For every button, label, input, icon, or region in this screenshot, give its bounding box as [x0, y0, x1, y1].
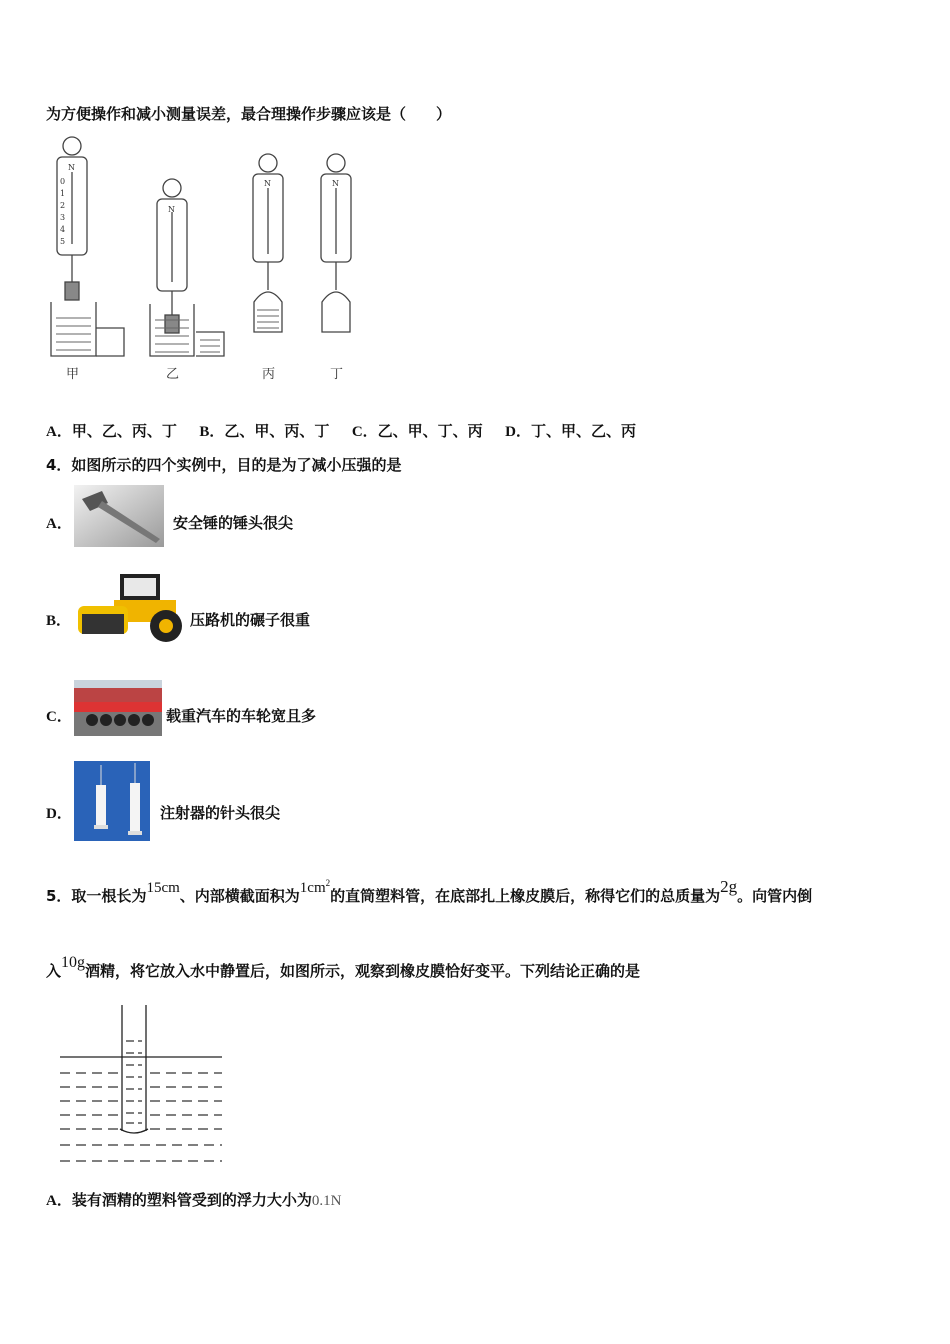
q4-option-b-text: 压路机的碾子很重 [190, 611, 311, 629]
q5-option-a [46, 1189, 341, 1210]
scale-unit-jia: N [68, 163, 75, 172]
label-yi: 乙 [166, 367, 180, 382]
spring-scale-jia [51, 137, 124, 356]
q4-stem: 4．如图所示的四个实例中，目的是为了减小压强的是 [46, 456, 402, 474]
scale-unit-yi: N [168, 205, 175, 214]
scale-mark: 0 [60, 177, 66, 186]
scale-unit-ding: N [332, 179, 339, 188]
q3-option-a-text: 甲、乙、丙、丁 [71, 422, 177, 440]
q5-line-2 [46, 954, 641, 981]
q5-text-line2-a: 入 [46, 962, 62, 980]
q5-option-a-text: 装有酒精的塑料管受到的浮力大小为 [71, 1191, 312, 1209]
q4-option-a-text: 安全锤的锤头很尖 [173, 514, 294, 532]
safety-hammer-image [74, 485, 164, 547]
q5-line-1 [46, 877, 813, 906]
q3-option-d-text: 丁、甲、乙、丙 [531, 422, 637, 440]
q3-option-d-letter: D． [505, 424, 531, 440]
q5-length-value: 15cm [146, 880, 180, 896]
q4-option-a-letter: A． [46, 516, 72, 532]
q5-option-a-value: 0.1N [311, 1193, 342, 1209]
q3-option-c-text: 乙、甲、丁、丙 [377, 422, 483, 440]
scale-mark: 2 [60, 201, 66, 210]
tube-in-water-figure [58, 1003, 224, 1167]
spring-scale-figure [46, 132, 366, 390]
scale-mark: 1 [60, 189, 66, 198]
spring-scale-yi [150, 179, 224, 356]
q4-option-d-letter: D． [46, 806, 72, 822]
q3-option-b-text: 乙、甲、丙、丁 [224, 422, 330, 440]
q3-option-c-letter: C． [351, 424, 378, 440]
q5-area-value: $1cm^2$ [299, 878, 331, 896]
q4-option-d-text: 注射器的针头很尖 [160, 804, 281, 822]
q5-text-line2-b: 酒精，将它放入水中静置后，如图所示，观察到橡皮膜恰好变平。下列结论正确的是 [85, 962, 641, 980]
q5-text-part3: 的直筒塑料管，在底部扎上橡皮膜后，称得它们的总质量为 [330, 887, 721, 905]
road-roller-image [74, 570, 188, 644]
q5-option-a-letter: A． [46, 1193, 72, 1209]
q3-option-a-letter: A． [46, 424, 72, 440]
scale-mark: 3 [60, 213, 66, 222]
q3-option-b-letter: B． [199, 424, 225, 440]
heavy-truck-image [74, 680, 162, 736]
q5-text-part4: 。向管内倒 [737, 887, 813, 905]
q4-option-c-letter: C． [46, 709, 72, 725]
q4-option-c-text: 载重汽车的车轮宽且多 [166, 707, 317, 725]
label-ding: 丁 [330, 367, 344, 382]
scale-mark: 5 [60, 237, 66, 246]
label-jia: 甲 [66, 367, 80, 382]
q5-text-part1: 5．取一根长为 [46, 887, 147, 905]
scale-unit-bing: N [264, 179, 271, 188]
q5-alcohol-mass: 10g [61, 954, 86, 971]
q4-option-b-letter: B． [46, 613, 72, 629]
q5-text-part2: 、内部横截面积为 [179, 887, 300, 905]
q3-stem: 为方便操作和减小测量误差，最合理操作步骤应该是（ ） [46, 105, 452, 123]
label-bing: 丙 [262, 367, 276, 382]
q3-options [46, 420, 636, 441]
q5-mass-value: 2g [720, 877, 738, 896]
syringes-image [74, 761, 150, 841]
scale-mark: 4 [60, 225, 66, 234]
